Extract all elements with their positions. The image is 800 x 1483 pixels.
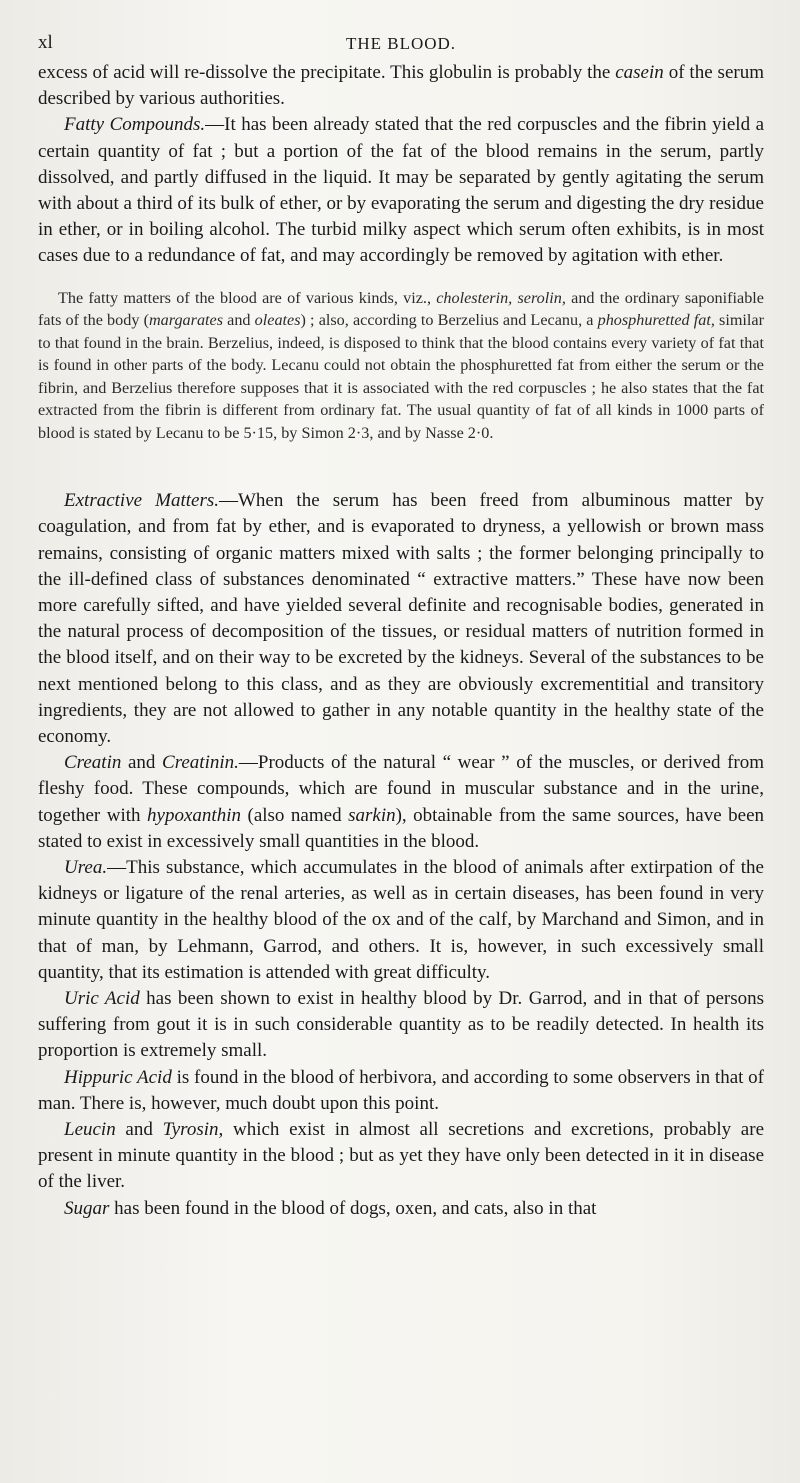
- page-header: [38, 26, 764, 60]
- paragraph-globulin: excess of acid will re-dissolve the precipitate. This globulin is probably the casein of the serum described by various authorities.: [38, 62, 764, 110]
- section-heading-hippuric: Hippuric Acid: [64, 1066, 172, 1088]
- section-heading-urea: Urea.: [64, 856, 108, 878]
- main-text: [38, 60, 764, 270]
- paragraph-hippuric-acid: Hippuric Acid is found in the blood of herbivora, and according to some observers in that of man. There is, however, much doubt upon this point.: [38, 1066, 764, 1114]
- paragraph-urea: Urea.—This substance, which accumulates in the blood of animals after extirpation of the kidneys or ligature of the renal arteries, as well as in certain diseases, has been found in very minute quantity in the healthy blood of the ox and of the calf, by Marchand and Simon, and in that of man, by Lehmann, Garrod, and others. It is, however, in such excessively small quantity, that its estimation is attended with great difficulty.: [38, 856, 764, 983]
- section-heading-fatty: Fatty Compounds.: [64, 114, 206, 136]
- paragraph-sugar: Sugar has been found in the blood of dogs, oxen, and cats, also in that: [64, 1197, 597, 1219]
- paragraph-extractive-matters: Extractive Matters.—When the serum has been freed from albuminous matter by coagulation, and from fat by ether, and is evaporated to dryness, a yellowish or brown mass remains, consisting of organic matters mixed with salts ; the former belonging principally to the ill-defined class of substances denominated “ extractive matters.” These have now been more carefully sifted, and have yielded several definite and recognisable bodies, generated in the natural process of decomposition of the tissues, or residual matters of nutrition formed in the blood itself, and on their way to be excreted by the kidneys. Several of the substances to be next mentioned belong to this class, and as they are obviously excrementitial and transitory ingredients, they are not allowed to gather in any notable quantity in the healthy state of the economy.: [38, 490, 764, 747]
- paragraph-uric-acid: Uric Acid has been shown to exist in healthy blood by Dr. Garrod, and in that of persons suffering from gout it is in such considerable quantity as to be readily detected. In health its proportion is extremely small.: [38, 987, 764, 1062]
- paragraph-creatin: Creatin and Creatinin.—Products of the natural “ wear ” of the muscles, or derived from fleshy food. These compounds, which are found in muscular substance and in the urine, together with hypoxanthin (also named sarkin), obtainable from the same sources, have been stated to exist in excessively small quantities in the blood.: [38, 752, 765, 852]
- main-text-continued: [38, 488, 764, 1222]
- footnote-block: [38, 287, 764, 445]
- paragraph-fatty-compounds: Fatty Compounds.—It has been already stated that the red corpuscles and the fibrin yield a certain quantity of fat ; but a portion of the fat of the blood remains in the serum, partly dissolved, and partly diffused in the liquid. It may be separated by gently agitating the serum with about a third of its bulk of ether, or by evaporating the serum and digesting the dry residue in ether, or in boiling alcohol. The turbid milky aspect which serum often exhibits, is in most cases due to a redundance of fat, and may accordingly be removed by agitation with ether.: [38, 114, 764, 267]
- section-heading-sugar: Sugar: [64, 1197, 110, 1219]
- paragraph-fatty-matters-note: The fatty matters of the blood are of various kinds, viz., cholesterin, serolin, and the ordinary saponifiable fats of the body (margarates and oleates) ; also, according to Berzelius and Lecanu, a phosphuretted fat, similar to that found in the brain. Berzelius, indeed, is disposed to think that the blood contains every variety of fat that is found in other parts of the body. Lecanu could not obtain the phosphuretted fat from either the serum or the fibrin, and Berzelius therefore supposes that it is associated with the red corpuscles ; he also states that the fat extracted from the fibrin is different from ordinary fat. The usual quantity of fat of all kinds in 1000 parts of blood is stated by Lecanu to be 5·15, by Simon 2·3, and by Nasse 2·0.: [38, 288, 764, 442]
- term-casein: casein: [615, 62, 664, 83]
- paragraph-leucin: Leucin and Tyrosin, which exist in almost all secretions and excretions, probably are present in minute quantity in the blood ; but as yet they have only been detected in it in disease of the liver.: [38, 1119, 765, 1193]
- page-number: xl: [38, 32, 53, 53]
- section-heading-uric: Uric Acid: [64, 987, 140, 1009]
- section-heading-extractive: Extractive Matters.: [64, 490, 219, 512]
- running-title: THE BLOOD.: [345, 34, 457, 53]
